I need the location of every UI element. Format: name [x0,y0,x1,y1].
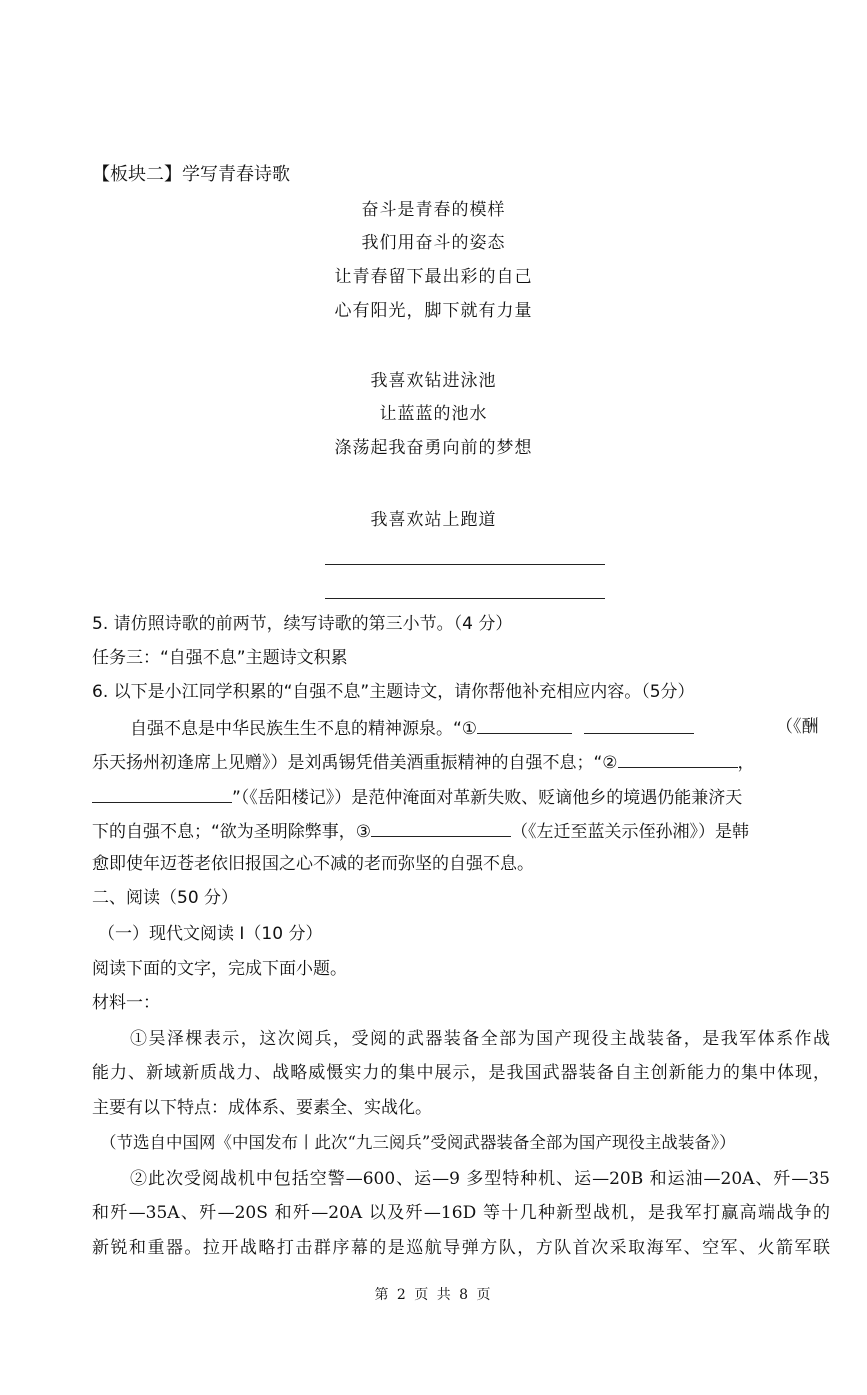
q6-text: （《左迁至蓝关示侄孙湘》）是韩 [511,822,750,842]
poem-line: 让蓝蓝的池水 [379,404,488,424]
fill-blank-2b [92,784,232,803]
material-source: （节选自中国网《中国发布丨此次“九三阅兵”受阅武器装备全部为国产现役主战装备》） [100,1133,736,1152]
fill-blank-3 [371,818,511,837]
poem-line: 心有阳光，脚下就有力量 [334,301,533,321]
q6-line [130,715,694,741]
material-text: 主要有以下特点：成体系、要素全、实战化。 [92,1098,432,1118]
task-3-title: 任务三：“自强不息”主题诗文积累 [92,648,348,668]
answer-line [325,598,605,599]
q6-line [92,749,755,775]
poem-line: 涤荡起我奋勇向前的梦想 [334,438,533,458]
material-text: 和歼—35A、歼—20S 和歼—20A 以及歼—16D 等十几种新型战机，是我军打赢高端战争的 [92,1203,830,1223]
q6-text: 下的自强不息；“欲为圣明除弊事，③ [92,822,372,842]
reading-subtitle: （一）现代文阅读 I（10 分） [98,924,323,944]
reading-title: 二、阅读（50 分） [92,888,239,908]
material-text: ①吴泽棵表示，这次阅兵，受阅的武器装备全部为国产现役主战装备，是我军体系作战 [130,1029,830,1049]
poem-line: 奋斗是青春的模样 [361,200,506,220]
material-text: 能力、新域新质战力、战略威慑实力的集中展示，是我国武器装备自主创新能力的集中体现， [92,1063,830,1083]
reading-instruction: 阅读下面的文字，完成下面小题。 [92,959,347,979]
poem-line: 我们用奋斗的姿态 [361,233,506,253]
poem-line: 我喜欢站上跑道 [370,510,497,530]
material-text: 新锐和重器。拉开战略打击群序幕的是巡航导弹方队，方队首次采取海军、空军、火箭军联 [92,1238,830,1258]
q6-text: （《酬 [776,717,819,737]
q6-text: ”（《岳阳楼记》）是范仲淹面对革新失败、贬谪他乡的境遇仍能兼济天 [232,788,743,808]
q6-line [92,784,742,810]
q6-line [92,818,749,844]
question-6-stem: 6. 以下是小江同学积累的“自强不息”主题诗文，请你帮他补充相应内容。（5分） [92,682,695,702]
material-label: 材料一： [92,993,160,1013]
answer-line [325,564,605,565]
section-heading: 【板块二】学写青春诗歌 [92,164,290,185]
poem-line: 我喜欢钻进泳池 [370,371,497,391]
page-number: 第 2 页 共 8 页 [374,1287,493,1303]
fill-blank-1b [584,715,694,734]
material-text: ②此次受阅战机中包括空警—600、运—9 多型特种机、运—20B 和运油—20A、歼—35 [130,1169,830,1189]
fill-blank-1a [477,715,572,734]
q6-text: ， [737,753,755,773]
q6-text: 自强不息是中华民族生生不息的精神源泉。“① [130,719,478,739]
q6-text: 乐天扬州初逢席上见赠》）是刘禹锡凭借美酒重振精神的自强不息；“② [92,753,618,773]
fill-blank-2a [618,749,738,768]
question-5: 5. 请仿照诗歌的前两节，续写诗歌的第三小节。（4 分） [92,614,513,634]
q6-line: 愈即使年迈苍老依旧报国之心不减的老而弥坚的自强不息。 [92,854,534,874]
poem-line: 让青春留下最出彩的自己 [334,267,533,287]
